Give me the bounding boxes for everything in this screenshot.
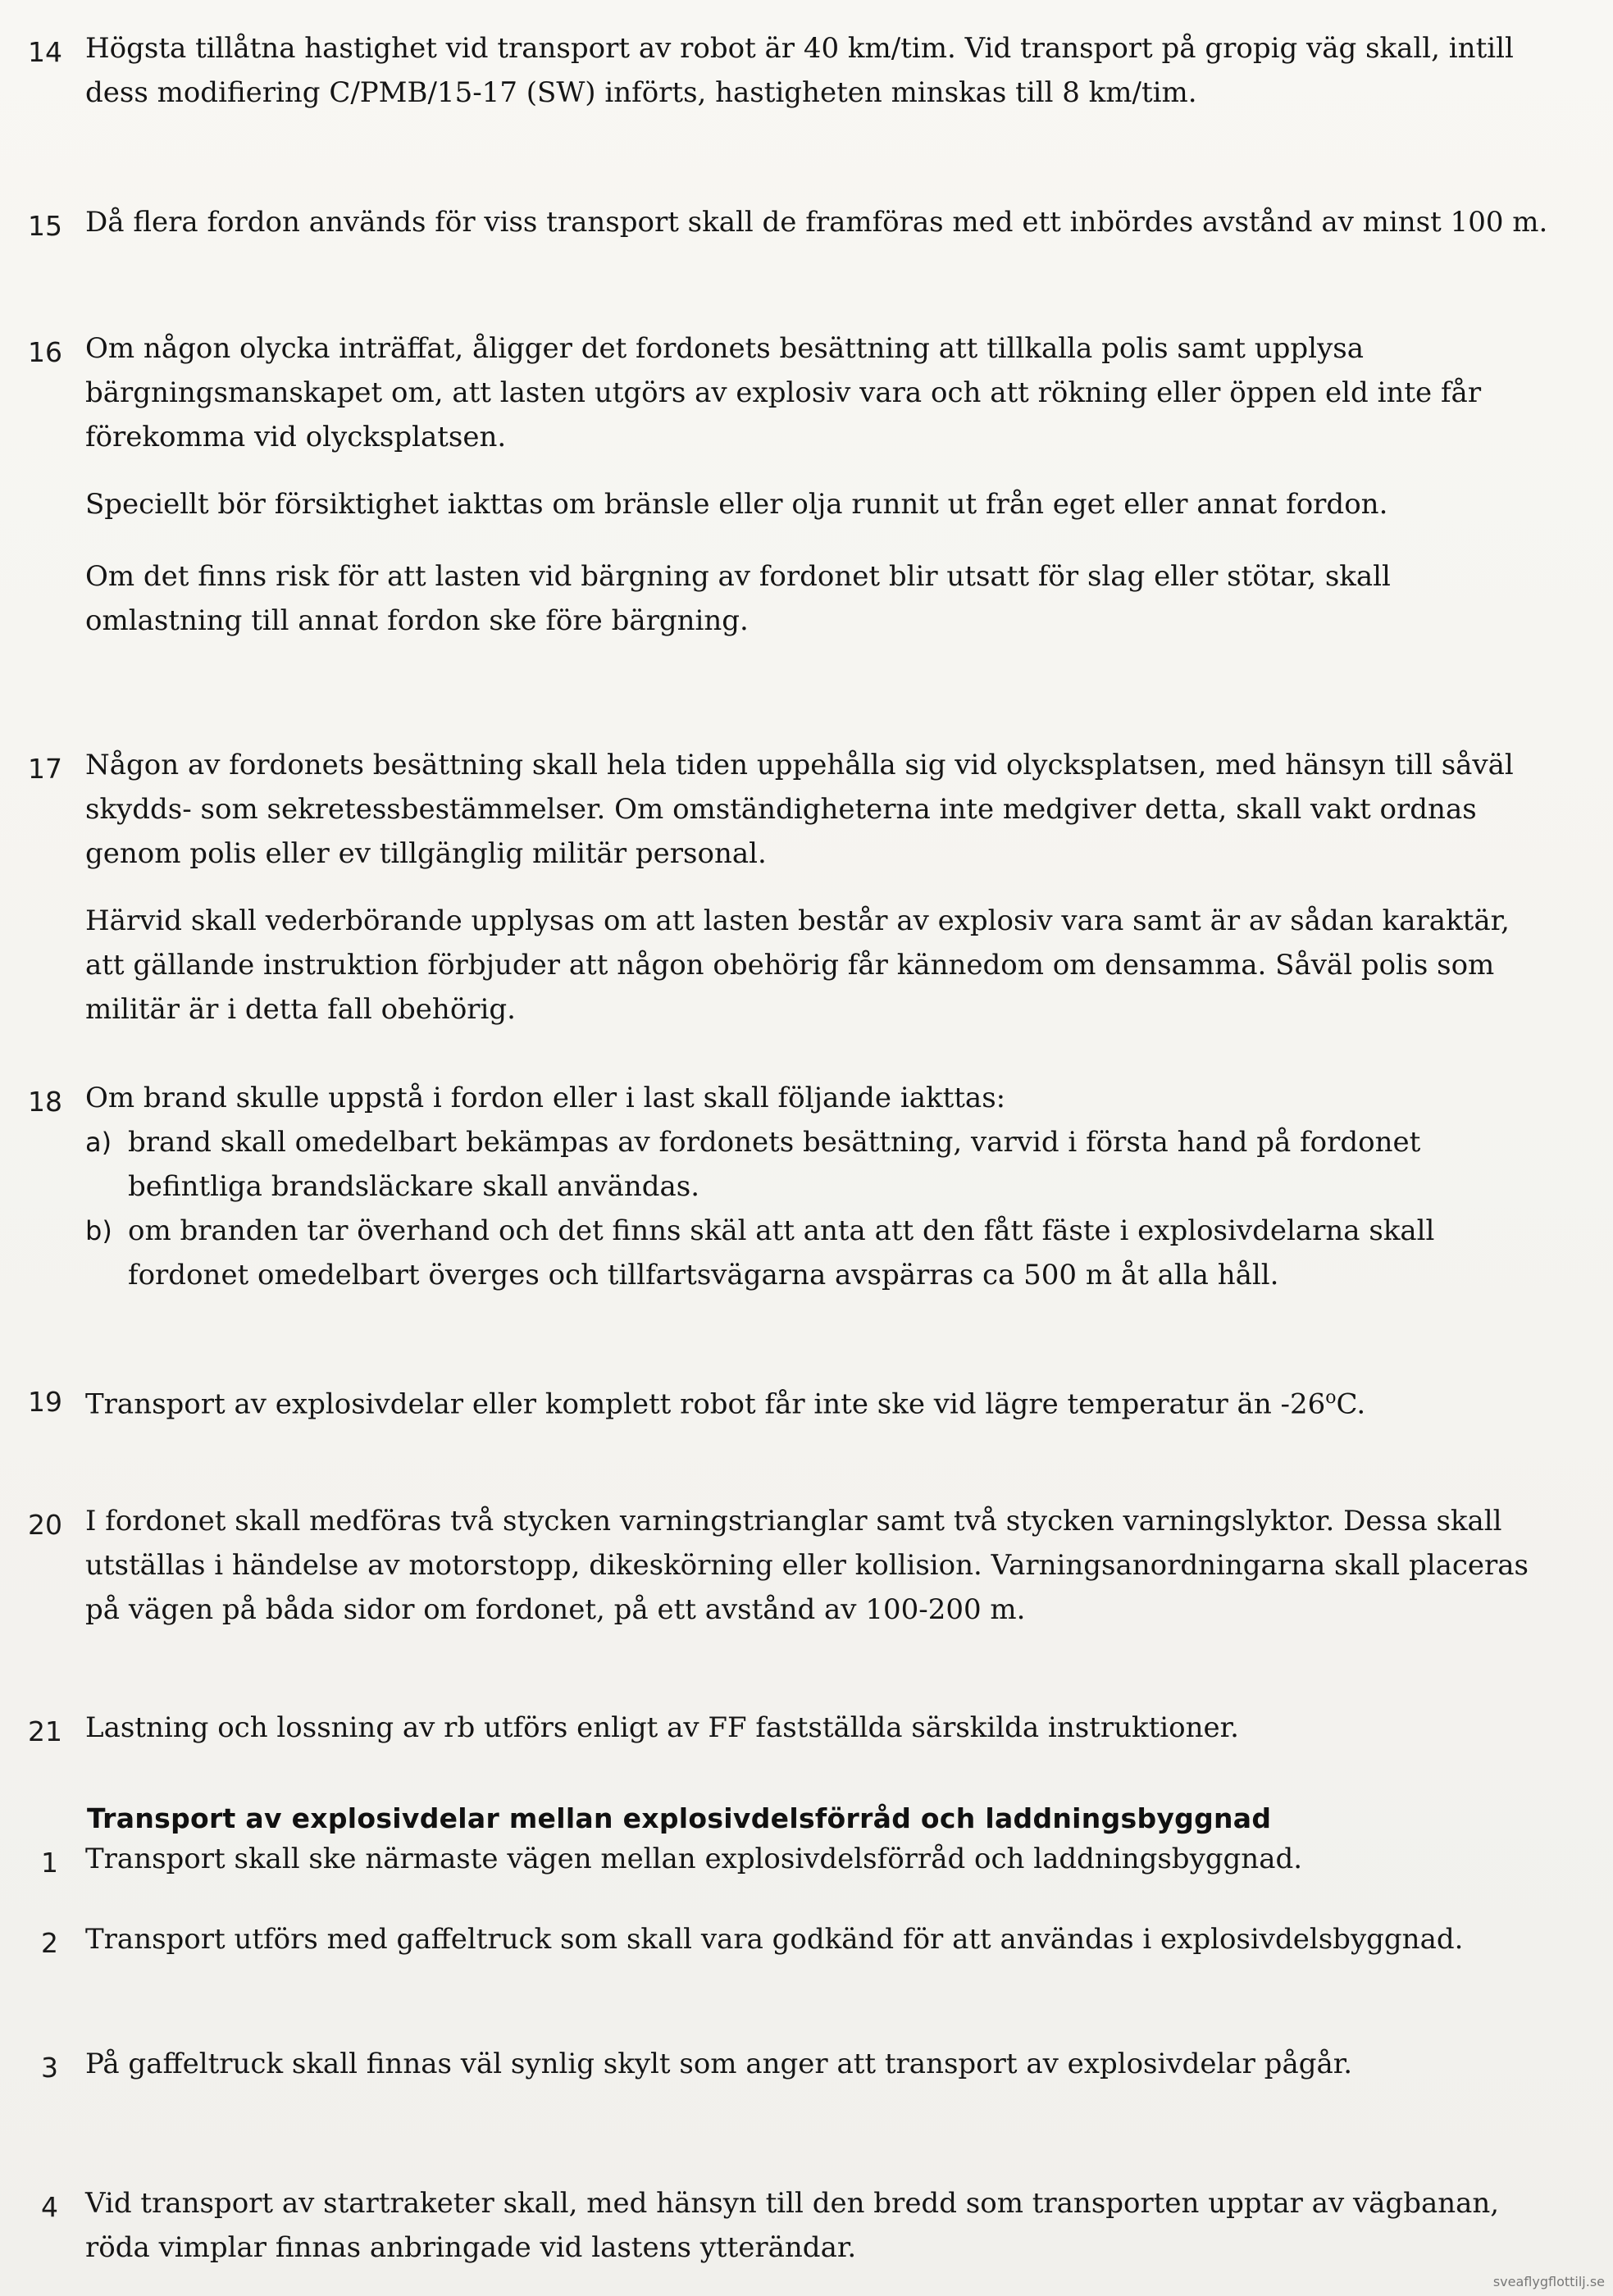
item-text: Då flera fordon används för viss transport skall de framföras med ett inbördes avstånd av minst 100 m. [85,206,1548,239]
section-heading: Transport av explosivdelar mellan explosivdelsförråd och laddningsbyggnad [87,1802,1272,1834]
item-number: 4 [41,2191,58,2223]
item-number: 20 [28,1509,62,1541]
item-text: Transport skall ske närmaste vägen mellan explosivdelsförråd och laddningsbyggnad. [85,1843,1303,1875]
item-text: Speciellt bör försiktighet iakttas om bränsle eller olja runnit ut från eget eller annat fordon. [85,488,1388,521]
item-number: 14 [28,36,62,68]
item-text: Någon av fordonets besättning skall hela tiden uppehålla sig vid olycksplatsen, med hänsyn till såväl skydds- som sekretessbestämmelser. Om omständigheterna inte medgiver detta, skall vakt ordnas genom polis eller ev tillgänglig militär personal. [85,749,1514,870]
degree-mark: o [1325,1387,1337,1408]
item-text: Högsta tillåtna hastighet vid transport av robot är 40 km/tim. Vid transport på gropig väg skall, intill dess modifiering C/PMB/15-17 (SW) införts, hastigheten minskas till 8 km/tim. [85,32,1514,109]
item-text: Härvid skall vederbörande upplysas om att lasten består av explosiv vara samt är av sådan karaktär, att gällande instruktion förbjuder att någon obehörig får kännedom om densamma. Såväl polis som militär är i detta fall obehörig. [85,904,1510,1026]
item-text: I fordonet skall medföras två stycken varningstrianglar samt två stycken varningslyktor. Dessa skall utställas i händelse av motorstopp, dikeskörning eller kollision. Varningsanordningarna skall placeras på vägen på båda sidor om fordonet, på ett avstånd av 100-200 m. [85,1505,1529,1626]
item-text [85,1376,1553,1426]
item-number: 19 [28,1386,62,1418]
item-number: 16 [28,336,62,368]
item-number: 15 [28,210,62,242]
sub-item-text: om branden tar överhand och det finns skäl att anta att den fått fäste i explosivdelarna skall fordonet omedelbart överges och tillfartsvägarna avspärras ca 500 m åt alla håll. [128,1214,1435,1292]
text-segment: C. [1336,1387,1366,1421]
sub-item-label: a) [85,1127,112,1158]
item-number: 2 [41,1927,58,1959]
sub-item-label: b) [85,1215,112,1246]
item-number: 17 [28,753,62,785]
item-text: Om någon olycka inträffat, åligger det fordonets besättning att tillkalla polis samt upplysa bärgningsmanskapet om, att lasten utgörs av explosiv vara och att rökning eller öppen eld inte får förekomma vid olycksplatsen. [85,332,1482,453]
item-text: Lastning och lossning av rb utförs enligt av FF fastställda särskilda instruktioner. [85,1711,1239,1744]
sub-item-a [85,1120,1553,1209]
item-number: 1 [41,1847,58,1879]
item-number: 21 [28,1715,62,1747]
item-text: Transport utförs med gaffeltruck som skall vara godkänd för att användas i explosivdelsbyggnad. [85,1923,1464,1956]
item-number: 3 [41,2052,58,2084]
item-text: Om det finns risk för att lasten vid bärgning av fordonet blir utsatt för slag eller stötar, skall omlastning till annat fordon ske före bärgning. [85,560,1391,637]
sub-item-b [85,1209,1553,1297]
text-segment: Transport av explosivdelar eller komplett robot får inte ske vid lägre temperatur än -26 [85,1387,1326,1421]
sub-item-text: brand skall omedelbart bekämpas av fordonets besättning, varvid i första hand på fordonet befintliga brandsläckare skall användas. [128,1126,1421,1203]
item-text: Vid transport av startraketer skall, med hänsyn till den bredd som transporten upptar av vägbanan, röda vimplar finnas anbringade vid lastens ytterändar. [85,2187,1500,2264]
item-text: På gaffeltruck skall finnas väl synlig skylt som anger att transport av explosivdelar pågår. [85,2048,1353,2080]
item-number: 18 [28,1086,62,1118]
watermark: sveaflygflottilj.se [1492,2274,1605,2289]
item-text: Om brand skulle uppstå i fordon eller i last skall följande iakttas: [85,1082,1006,1114]
